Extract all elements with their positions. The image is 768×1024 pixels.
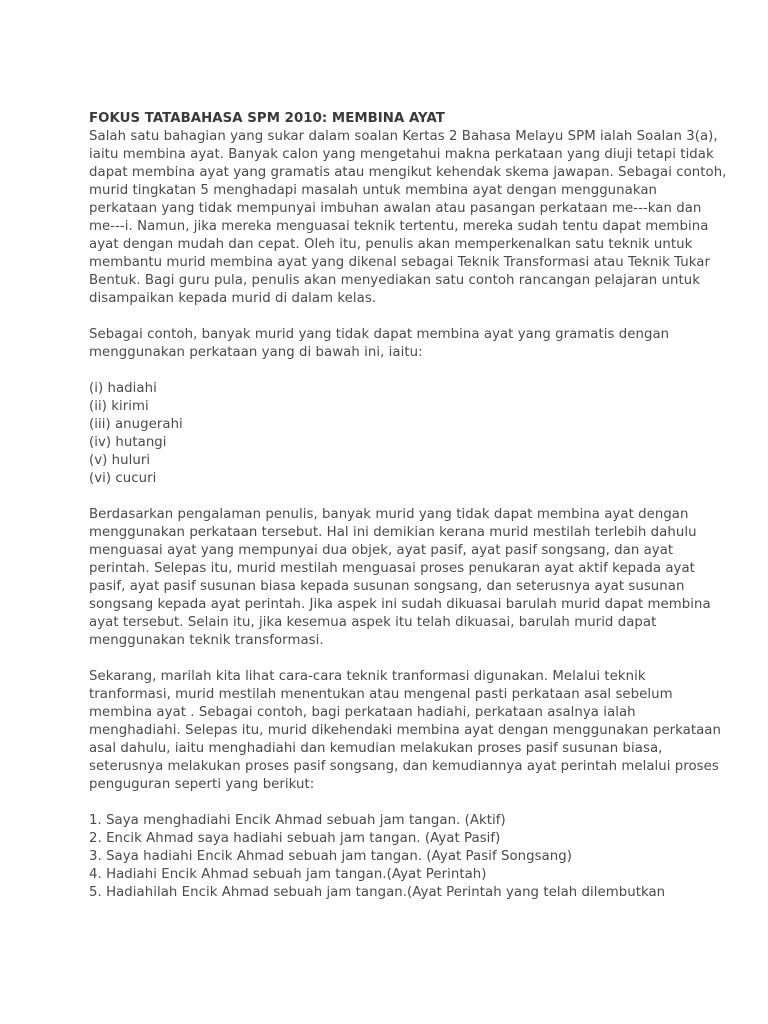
list-item: 4. Hadiahi Encik Ahmad sebuah jam tangan.(Ayat Perintah): [89, 867, 487, 882]
list-item: 5. Hadiahilah Encik Ahmad sebuah jam tangan.(Ayat Perintah yang telah dilembutkan: [89, 885, 666, 900]
experience-paragraph: Berdasarkan pengalaman penulis, banyak murid yang tidak dapat membina ayat dengan menggunakan perkataan tersebut. Hal ini demikian kerana murid mestilah terlebih dahulu menguasai ayat yang mempunyai dua objek, ayat pasif, ayat pasif songsang, dan ayat perintah. Selepas itu, murid mestilah menguasai proses penukaran ayat aktif kepada ayat pasif, ayat pasif susunan biasa kepada susunan songsang, dan seterusnya ayat susunan songsang kepada ayat perintah. Jika aspek ini sudah dikuasai barulah murid dapat membina ayat tersebut. Selain itu, jika kesemua aspek itu telah dikuasai, barulah murid dapat menggunakan teknik transformasi.: [89, 507, 711, 648]
list-item: (iv) hutangi: [89, 435, 167, 450]
document-body: [89, 110, 729, 902]
paragraph-gap: [89, 794, 729, 812]
list-item: 3. Saya hadiahi Encik Ahmad sebuah jam tangan. (Ayat Pasif Songsang): [89, 849, 572, 864]
sentence-list: [89, 812, 729, 902]
list-item: 2. Encik Ahmad saya hadiahi sebuah jam tangan. (Ayat Pasif): [89, 831, 501, 846]
paragraph-gap: [89, 308, 729, 326]
paragraph-gap: [89, 362, 729, 380]
word-list: [89, 380, 729, 488]
list-item: 1. Saya menghadiahi Encik Ahmad sebuah jam tangan. (Aktif): [89, 813, 506, 828]
paragraph-gap: [89, 650, 729, 668]
paragraph-gap: [89, 488, 729, 506]
list-item: (vi) cucuri: [89, 471, 157, 486]
intro-paragraph: Salah satu bahagian yang sukar dalam soalan Kertas 2 Bahasa Melayu SPM ialah Soalan 3(a), iaitu membina ayat. Banyak calon yang mengetahui makna perkataan yang diuji tetapi tidak dapat membina ayat yang gramatis atau mengikut kehendak skema jawapan. Sebagai contoh, murid tingkatan 5 menghadapi masalah untuk membina ayat dengan menggunakan perkataan yang tidak mempunyai imbuhan awalan atau pasangan perkataan me---kan dan me---i. Namun, jika mereka menguasai teknik tertentu, mereka sudah tentu dapat membina ayat dengan mudah dan cepat. Oleh itu, penulis akan memperkenalkan satu teknik untuk membantu murid membina ayat yang dikenal sebagai Teknik Transformasi atau Teknik Tukar Bentuk. Bagi guru pula, penulis akan menyediakan satu contoh rancangan pelajaran untuk disampaikan kepada murid di dalam kelas.: [89, 129, 727, 306]
list-item: (v) huluri: [89, 453, 151, 468]
list-item: (iii) anugerahi: [89, 417, 183, 432]
list-item: (ii) kirimi: [89, 399, 149, 414]
list-item: (i) hadiahi: [89, 381, 157, 396]
example-paragraph: Sebagai contoh, banyak murid yang tidak dapat membina ayat yang gramatis dengan menggunakan perkataan yang di bawah ini, iaitu:: [89, 327, 670, 360]
technique-paragraph: Sekarang, marilah kita lihat cara-cara teknik tranformasi digunakan. Melalui teknik tranformasi, murid mestilah menentukan atau mengenal pasti perkataan asal sebelum membina ayat . Sebagai contoh, bagi perkataan hadiahi, perkataan asalnya ialah menghadiahi. Selepas itu, murid dikehendaki membina ayat dengan menggunakan perkataan asal dahulu, iaitu menghadiahi dan kemudian melakukan proses pasif susunan biasa, seterusnya melakukan proses pasif songsang, dan kemudiannya ayat perintah melalui proses penguguran seperti yang berikut:: [89, 669, 721, 792]
document-title: FOKUS TATABAHASA SPM 2010: MEMBINA AYAT: [89, 111, 445, 126]
